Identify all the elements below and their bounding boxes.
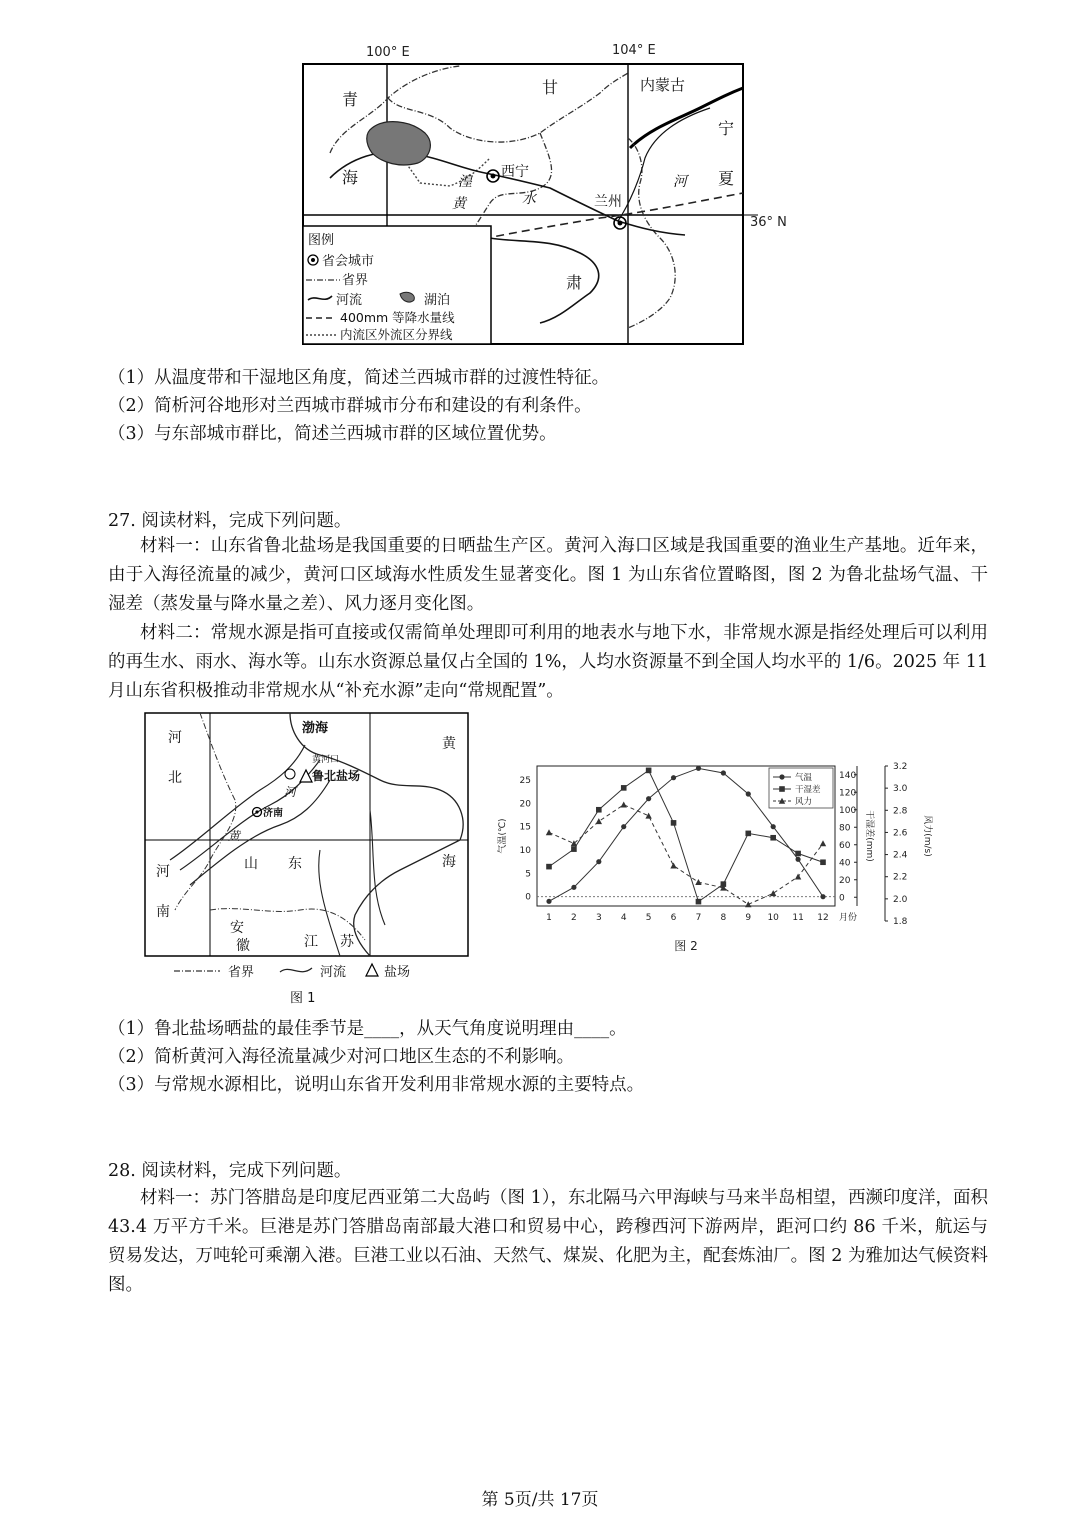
legend-title: 图例 — [308, 233, 335, 248]
y-left-tick-label: 10 — [519, 846, 531, 856]
x-tick-label: 5 — [645, 913, 652, 923]
region-label: 海 — [342, 168, 359, 187]
place-label: 济南 — [263, 808, 283, 819]
legend-label: 省会城市 — [322, 254, 375, 269]
map2-label: 河 — [156, 864, 170, 880]
y-mid-axis-label: 干湿差(mm) — [864, 810, 874, 862]
map2-label: 江 — [304, 934, 318, 950]
map2-label: 海 — [442, 854, 456, 870]
q26-item-1: （1）从温度带和干湿地区角度，简述兰西城市群的过渡性特征。 — [108, 368, 610, 388]
data-point-气温 — [696, 766, 701, 771]
lanxi-map — [300, 38, 800, 350]
region-label: 青 — [342, 90, 359, 109]
legend-label: 风力 — [795, 797, 813, 807]
series-line-风力 — [549, 805, 823, 905]
data-point-风力 — [645, 813, 651, 819]
legend-label: 400mm 等降水量线 — [340, 310, 455, 325]
map2-label: 徽 — [236, 938, 250, 954]
y-right-tick-label: 3.2 — [893, 762, 908, 772]
river-label: 黄 — [452, 196, 466, 212]
map2-label: 安 — [230, 920, 244, 936]
map2-label: 东 — [288, 856, 302, 872]
place-label: 黄河口 — [312, 755, 340, 765]
y-mid-tick-label: 0 — [839, 893, 845, 904]
map2-label: 渤海 — [302, 721, 329, 736]
q27-item-1: （1）鲁北盐场晒盐的最佳季节是____，从天气角度说明理由____。 — [108, 1019, 627, 1039]
y-left-tick-label: 20 — [519, 799, 531, 810]
legend-label: 气温 — [795, 773, 813, 783]
map2-label: 山 — [244, 856, 258, 872]
y-mid-tick-label: 60 — [839, 840, 851, 851]
data-point-气温 — [771, 824, 776, 829]
x-tick-label: 11 — [792, 913, 804, 923]
data-point-干湿差 — [779, 786, 785, 792]
data-point-气温 — [795, 857, 800, 862]
x-tick-label: 1 — [546, 913, 552, 923]
region-label: 甘 — [542, 78, 559, 97]
y-mid-tick-label: 120 — [839, 788, 857, 799]
chart-caption: 图 2 — [674, 939, 698, 953]
x-tick-label: 4 — [620, 913, 627, 923]
y-right-tick-label: 1.8 — [893, 917, 908, 927]
x-axis-label: 月份 — [839, 913, 858, 923]
x-tick-label: 10 — [767, 913, 779, 923]
data-point-气温 — [621, 824, 626, 829]
city-label: 兰州 — [594, 194, 622, 210]
legend-label: 省界 — [342, 273, 369, 288]
lon-100-label: 100° E — [366, 45, 410, 60]
data-point-干湿差 — [621, 785, 627, 791]
legend-label: 河流 — [336, 293, 363, 308]
data-point-风力 — [546, 829, 552, 835]
data-point-气温 — [820, 894, 825, 899]
data-point-风力 — [695, 879, 701, 885]
q27-material-1: 材料一：山东省鲁北盐场是我国重要的日晒盐生产区。黄河入海口区域是我国重要的渔业生产基地。近年来，由于入海径流量的减少，黄河口区域海水性质发生显著变化。图 1 为山东省位置略图，图 2 为鲁北盐场气温、干湿差（蒸发量与降水量之差）、风力逐月变化图。 — [108, 536, 988, 614]
data-point-干湿差 — [696, 899, 702, 905]
y-right-tick-label: 2.6 — [893, 828, 908, 839]
x-tick-label: 6 — [670, 913, 677, 923]
page-footer: 第 5页/共 17页 — [481, 1490, 599, 1510]
map2-caption: 图 1 — [290, 991, 316, 1006]
data-point-风力 — [820, 840, 826, 846]
region-label: 内蒙古 — [640, 76, 686, 94]
river-label: 河 — [673, 174, 687, 190]
data-point-干湿差 — [820, 859, 826, 865]
data-point-气温 — [779, 774, 784, 779]
map2-label: 河 — [168, 730, 182, 746]
map2-label: 黄 — [442, 736, 456, 752]
data-point-风力 — [795, 874, 801, 880]
legend-label: 湖泊 — [424, 293, 451, 308]
map2-label: 河 — [284, 785, 297, 799]
map2-label: 南 — [156, 904, 170, 920]
place-label: 鲁北盐场 — [312, 769, 361, 783]
y-left-tick-label: 0 — [525, 892, 531, 903]
q26-item-3: （3）与东部城市群比，简述兰西城市群的区域位置优势。 — [108, 424, 557, 444]
x-tick-label: 12 — [817, 913, 829, 923]
salt-field-climate-chart — [495, 756, 955, 956]
q26-item-2: （2）简析河谷地形对兰西城市群城市分布和建设的有利条件。 — [108, 396, 592, 416]
river-label: 湟 — [458, 174, 472, 190]
y-mid-tick-label: 20 — [839, 875, 851, 886]
data-point-气温 — [571, 885, 576, 890]
data-point-干湿差 — [770, 835, 776, 841]
data-point-干湿差 — [745, 831, 751, 837]
data-point-风力 — [596, 818, 602, 824]
data-point-气温 — [646, 796, 651, 801]
q27-material-2: 材料二：常规水源是指可直接或仅需简单处理即可利用的地表水与地下水，非常规水源是指经处理后可以利用的再生水、雨水、海水等。山东水资源总量仅占全国的 1%，人均水资源量不到全国人均水平的 1/6。2025 年 11 月山东省积极推动非常规水从“补充水源”走向“常规配置”。 — [108, 623, 988, 701]
legend-label: 内流区外流区分界线 — [340, 327, 453, 342]
x-tick-label: 7 — [695, 913, 702, 923]
data-point-风力 — [670, 862, 676, 868]
data-point-气温 — [596, 859, 601, 864]
qinghai-lake — [367, 122, 431, 165]
shandong-map — [140, 710, 475, 1010]
q28-material-1: 材料一：苏门答腊岛是印度尼西亚第二大岛屿（图 1），东北隔马六甲海峡与马来半岛相望，西濒印度洋，面积 43.4 万平方千米。巨港是苏门答腊岛南部最大港口和贸易中心，跨穆西河下游两岸，距河口约 86 千米，航运与贸易发达，万吨轮可乘潮入港。巨港工业以石油、天然气、煤炭、化肥为主，配套炼油厂。图 2 为雅加达气候资料图。 — [108, 1188, 988, 1295]
map2-legend-label: 省界 — [228, 965, 255, 980]
x-tick-label: 9 — [745, 913, 752, 923]
map2-legend-label: 河流 — [320, 965, 347, 980]
data-point-干湿差 — [646, 768, 652, 774]
q27-item-3: （3）与常规水源相比，说明山东省开发利用非常规水源的主要特点。 — [108, 1075, 645, 1095]
data-point-干湿差 — [546, 864, 552, 870]
data-point-风力 — [745, 901, 751, 907]
y-right-axis-label: 风力(m/s) — [922, 815, 932, 857]
map2-legend-label: 盐场 — [384, 965, 411, 980]
y-left-tick-label: 15 — [519, 822, 531, 833]
x-tick-label: 3 — [595, 913, 602, 923]
city-label: 西宁 — [501, 164, 529, 180]
river-label: 水 — [522, 191, 536, 207]
y-mid-tick-label: 40 — [839, 858, 851, 869]
map2-label: 黄 — [228, 829, 241, 843]
data-point-风力 — [621, 802, 627, 808]
y-left-axis-label: 气温(℃) — [498, 818, 508, 854]
q27-item-2: （2）简析黄河入海径流量减少对河口地区生态的不利影响。 — [108, 1047, 575, 1067]
data-point-气温 — [721, 770, 726, 775]
data-point-干湿差 — [571, 846, 577, 852]
y-right-tick-label: 2.2 — [893, 872, 908, 883]
region-label: 肃 — [566, 273, 583, 292]
region-label: 宁 — [718, 119, 735, 138]
y-left-tick-label: 25 — [519, 776, 531, 786]
y-mid-tick-label: 100 — [839, 805, 857, 816]
data-point-干湿差 — [671, 820, 677, 826]
y-mid-tick-label: 80 — [839, 823, 851, 834]
q28-heading: 28. 阅读材料，完成下列问题。 — [108, 1161, 352, 1181]
data-point-气温 — [671, 775, 676, 780]
x-tick-label: 2 — [571, 913, 577, 923]
data-point-风力 — [770, 890, 776, 896]
data-point-气温 — [546, 899, 551, 904]
data-point-气温 — [746, 791, 751, 796]
y-right-tick-label: 3.0 — [893, 784, 908, 795]
y-right-tick-label: 2.8 — [893, 806, 908, 817]
q27-heading: 27. 阅读材料，完成下列问题。 — [108, 511, 352, 531]
region-label: 夏 — [718, 169, 735, 188]
y-left-tick-label: 5 — [525, 869, 531, 880]
lat-36-label: 36° N — [750, 215, 787, 230]
y-right-tick-label: 2.0 — [893, 894, 908, 905]
map2-label: 苏 — [340, 934, 354, 950]
map2-label: 北 — [168, 770, 182, 786]
data-point-干湿差 — [795, 851, 801, 857]
y-mid-tick-label: 140 — [839, 770, 857, 781]
legend-label: 干湿差 — [795, 785, 821, 795]
x-tick-label: 8 — [720, 913, 727, 923]
data-point-干湿差 — [596, 807, 602, 813]
lon-104-label: 104° E — [612, 43, 656, 58]
y-right-tick-label: 2.4 — [893, 850, 908, 861]
